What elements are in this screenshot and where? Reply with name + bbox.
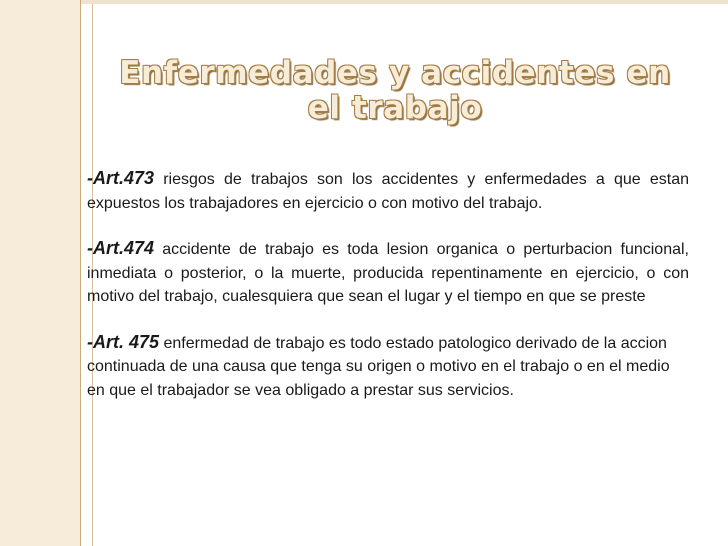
article-text: enfermedad de trabajo es todo estado patologico derivado de la accion continuada de una causa que tenga su origen o motivo en el trabajo o en el medio en que el trabajador se vea obligado a prestar sus servicios. <box>87 334 670 399</box>
slide-title: Enfermedades y accidentes en el trabajo <box>119 55 671 126</box>
article-label: -Art.473 <box>87 168 155 188</box>
article-text: accidente de trabajo es toda lesion organica o perturbacion funcional, inmediata o posterior, o la muerte, producida repentinamente en ejercicio, o con motivo del trabajo, cualesquiera que sean el lugar y el tiempo en que se preste <box>87 241 689 305</box>
top-decorative-band <box>81 0 728 4</box>
paragraph-art-475 <box>87 331 689 403</box>
paragraph-art-474 <box>87 237 689 309</box>
frame-line <box>80 0 81 546</box>
article-text: riesgos de trabajos son los accidentes y enfermedades a que estan expuestos los trabajadores en ejercicio o con motivo del trabajo. <box>87 171 690 212</box>
article-label: -Art.474 <box>87 238 155 258</box>
slide-body <box>87 167 689 402</box>
paragraph-art-473 <box>87 167 689 215</box>
left-decorative-band <box>0 0 80 546</box>
article-label: -Art. 475 <box>87 331 160 352</box>
